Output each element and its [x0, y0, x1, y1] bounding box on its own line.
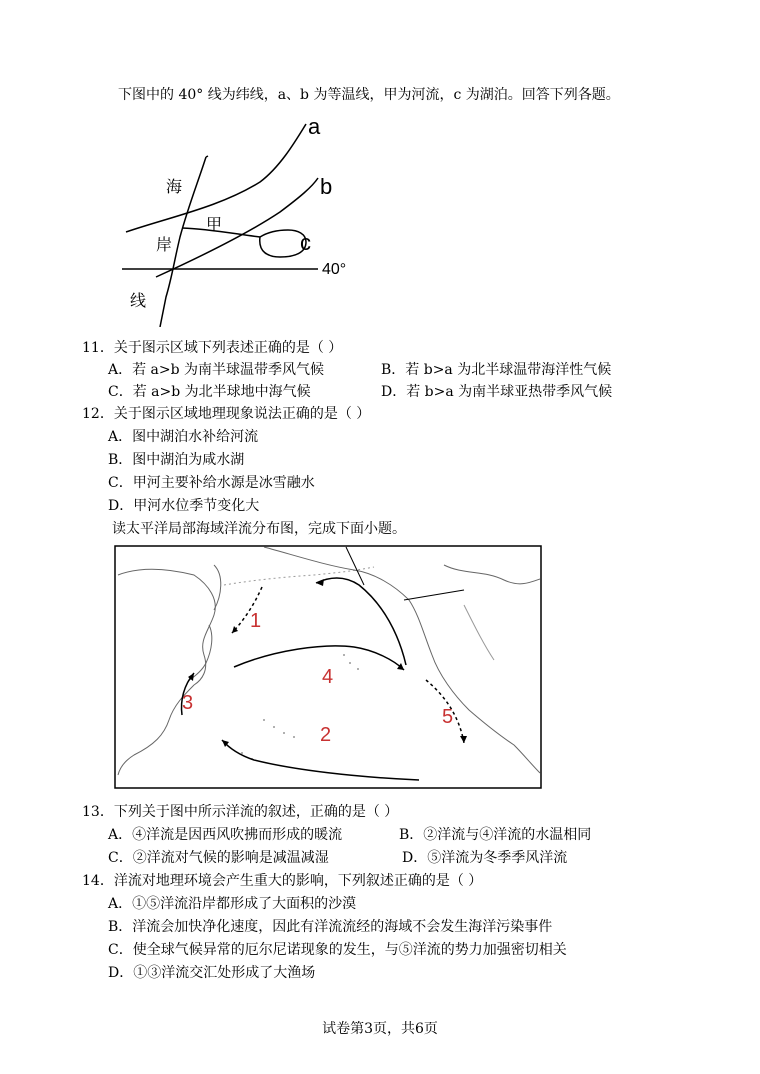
current-label-4: 4 — [322, 666, 334, 688]
q12-option-b: B．图中湖泊为咸水湖 — [108, 452, 245, 468]
q11-stem: 11．关于图示区域下列表述正确的是（ ） — [82, 340, 343, 356]
label-jia: 甲 — [206, 217, 223, 234]
label-a: a — [308, 114, 321, 139]
pacific-current-map — [114, 545, 542, 789]
label-an: 岸 — [156, 237, 173, 254]
label-c: c — [300, 230, 311, 255]
q14-option-a: A．①⑤洋流沿岸都形成了大面积的沙漠 — [108, 896, 357, 912]
label-40: 40° — [322, 261, 347, 278]
q13-option-d: D．⑤洋流为冬季季风洋流 — [402, 850, 568, 866]
isotherm-diagram — [110, 112, 370, 327]
q13-stem: 13．下列关于图中所示洋流的叙述，正确的是（ ） — [82, 804, 399, 820]
label-b: b — [320, 174, 333, 199]
intro-text-2: 读太平洋局部海域洋流分布图，完成下面小题。 — [112, 521, 406, 537]
current-label-5: 5 — [442, 706, 454, 728]
q14-option-b: B．洋流会加快净化速度，因此有洋流流经的海域不会发生海洋污染事件 — [108, 919, 553, 935]
q13-option-c: C．②洋流对气候的影响是减温减湿 — [108, 850, 329, 866]
q12-stem: 12．关于图示区域地理现象说法正确的是（ ） — [82, 406, 371, 422]
current-label-3: 3 — [182, 692, 194, 714]
q13-option-a: A．④洋流是因西风吹拂而形成的暖流 — [108, 827, 343, 843]
q11-option-b: B．若 b>a 为北半球温带海洋性气候 — [381, 362, 612, 378]
q11-option-c: C．若 a>b 为北半球地中海气候 — [108, 384, 311, 400]
q11-option-d: D．若 b>a 为南半球亚热带季风气候 — [381, 384, 613, 400]
label-xian: 线 — [130, 293, 147, 310]
q13-option-b: B．②洋流与④洋流的水温相同 — [399, 827, 592, 843]
q12-option-d: D．甲河水位季节变化大 — [108, 498, 260, 514]
q14-option-c: C．使全球气候异常的厄尔尼诺现象的发生，与⑤洋流的势力加强密切相关 — [108, 942, 567, 958]
intro-text-1: 下图中的 40° 线为纬线，a、b 为等温线，甲为河流，c 为湖泊。回答下列各题。 — [118, 87, 620, 103]
page-footer: 试卷第3页，共6页 — [322, 1021, 438, 1037]
q12-option-c: C．甲河主要补给水源是冰雪融水 — [108, 475, 315, 491]
q14-stem: 14．洋流对地理环境会产生重大的影响，下列叙述正确的是（ ） — [82, 873, 483, 889]
current-label-2: 2 — [320, 724, 332, 746]
q14-option-d: D．①③洋流交汇处形成了大渔场 — [108, 965, 316, 981]
q11-option-a: A．若 a>b 为南半球温带季风气候 — [108, 362, 325, 378]
q12-option-a: A．图中湖泊水补给河流 — [108, 429, 259, 445]
label-hai: 海 — [166, 179, 183, 196]
current-label-1: 1 — [250, 610, 262, 632]
